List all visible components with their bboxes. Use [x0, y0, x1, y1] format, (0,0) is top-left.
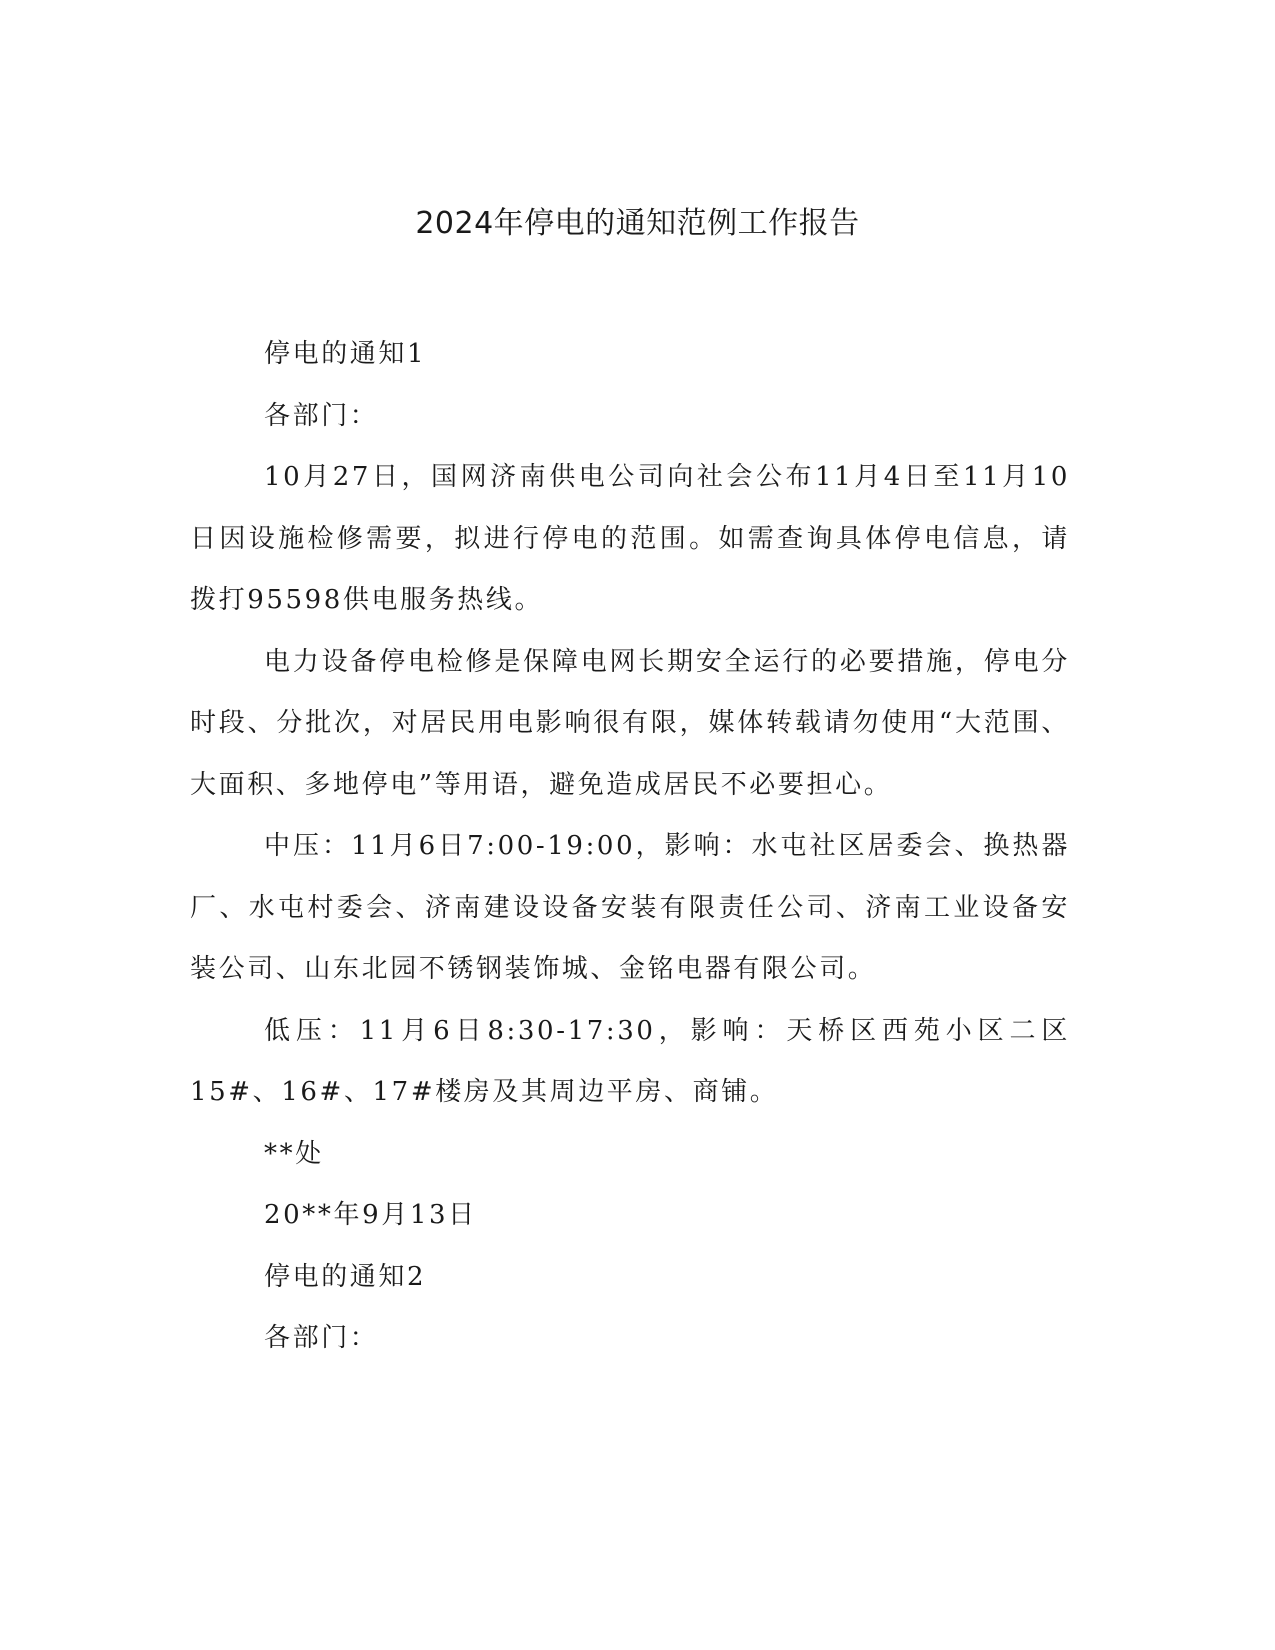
signature-office: **处	[264, 1138, 324, 1169]
notice-2-heading: 停电的通知2	[264, 1261, 427, 1292]
document-title: 2024年停电的通知范例工作报告	[415, 206, 860, 241]
salutation-2: 各部门：	[264, 1323, 379, 1353]
salutation: 各部门：	[264, 400, 379, 431]
signature-date: 20**年9月13日	[264, 1200, 477, 1230]
paragraph-announcement: 10月27日，国网济南供电公司向社会公布11月4日至11月10日因设施检修需要，拟进行停电的范围。如需查询具体停电信息，请拨打95598供电服务热线。	[190, 462, 1070, 615]
notice-1-heading: 停电的通知1	[264, 339, 427, 369]
paragraph-medium-voltage: 中压：11月6日7:00-19:00，影响：水屯社区居委会、换热器厂、水屯村委会、济南建设设备安装有限责任公司、济南工业设备安装公司、山东北园不锈钢装饰城、金铭电器有限公司。	[190, 831, 1070, 984]
paragraph-low-voltage: 低压：11月6日8:30-17:30，影响：天桥区西苑小区二区15#、16#、17#楼房及其周边平房、商铺。	[190, 1015, 1070, 1107]
paragraph-maintenance-note: 电力设备停电检修是保障电网长期安全运行的必要措施，停电分时段、分批次，对居民用电影响很有限，媒体转载请勿使用“大范围、大面积、多地停电”等用语，避免造成居民不必要担心。	[190, 646, 1070, 800]
document-body	[190, 324, 1070, 1370]
